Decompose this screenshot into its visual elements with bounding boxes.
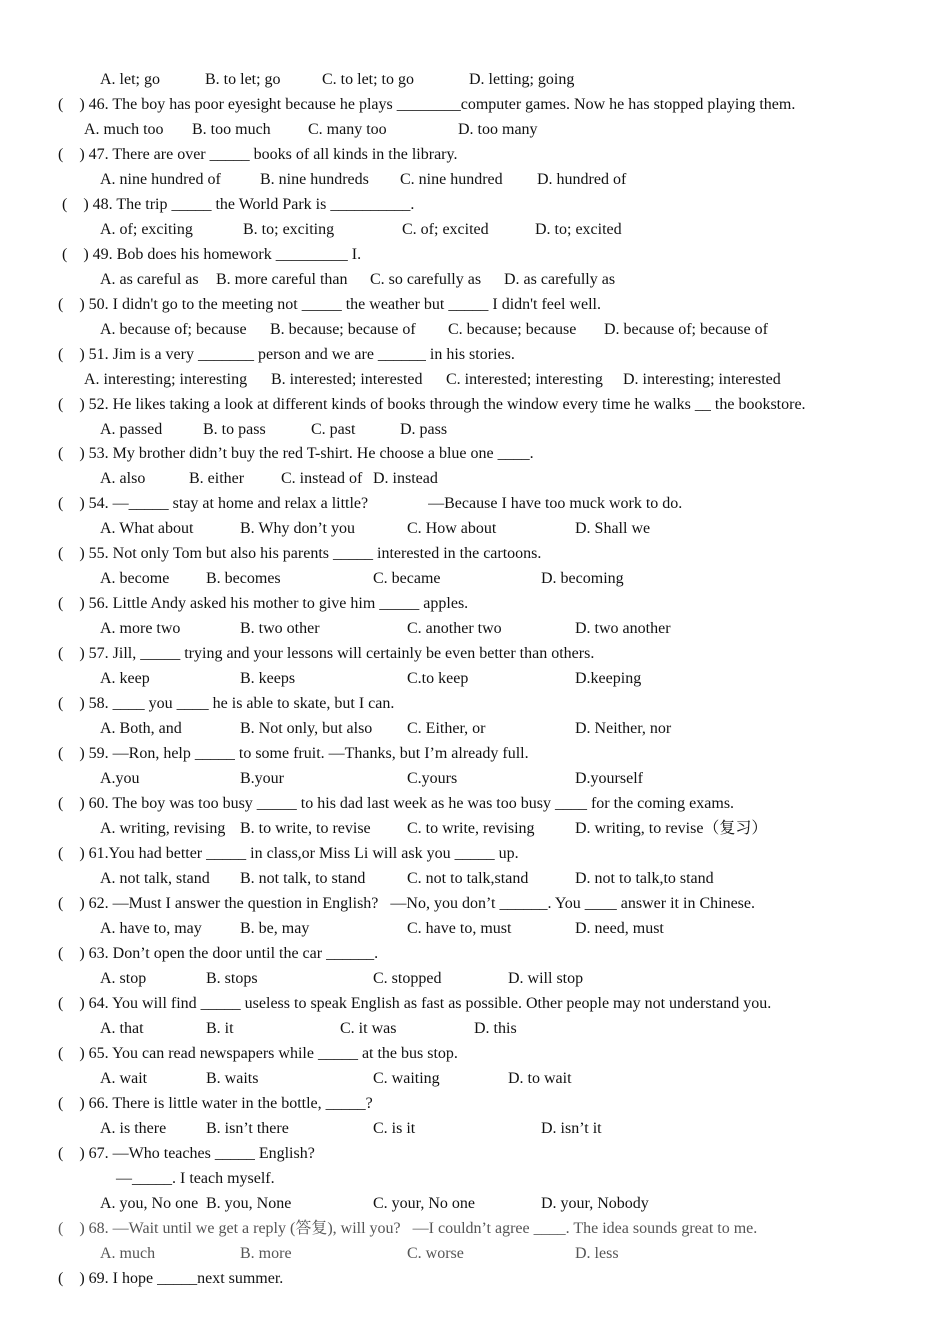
answer-option: C. waiting [373,1070,440,1087]
question-text: ( ) 57. Jill, _____ trying and your lessons will certainly be even better than others. [58,645,595,662]
answer-option: B. interested; interested [271,371,423,388]
answer-option: A. passed [100,421,163,438]
answer-option: B. two other [240,620,320,637]
answer-option: A.you [100,770,140,787]
answer-option: C.yours [407,770,458,787]
answer-option: A. as careful as [100,271,199,288]
answer-option: B. because; because of [270,321,416,338]
answer-option: B. Why don’t you [240,520,355,537]
question-text: ( ) 58. ____ you ____ he is able to skate, but I can. [58,695,395,712]
answer-option: C. many too [308,121,387,138]
answer-option: A. Both, and [100,720,182,737]
answer-option: D. too many [458,121,538,138]
answer-option: B. waits [206,1070,259,1087]
question-text: ( ) 64. You will find _____ useless to speak English as fast as possible. Other people may not understand you. [58,995,772,1012]
answer-option: D. as carefully as [504,271,616,288]
question-text: ( ) 55. Not only Tom but also his parents _____ interested in the cartoons. [58,545,542,562]
question-text: ( ) 63. Don’t open the door until the car ______. [58,945,379,962]
answer-option: A. because of; because [100,321,247,338]
answer-option: D. becoming [541,570,624,587]
question-text: ( ) 61.You had better _____ in class,or Miss Li will ask you _____ up. [58,845,519,862]
answer-option: A. stop [100,970,147,987]
question-text: ( ) 46. The boy has poor eyesight because he plays ________computer games. Now he has stopped playing them. [58,96,796,113]
answer-option: A. keep [100,670,150,687]
question-text: ( ) 62. —Must I answer the question in English? —No, you don’t ______. You ____ answer it in Chinese. [58,895,755,912]
answer-option: C.to keep [407,670,469,687]
question-text: ( ) 48. The trip _____ the World Park is __________. [62,196,415,213]
answer-option: D. because of; because of [604,321,768,338]
answer-option: D. interesting; interested [623,371,781,388]
answer-option: B. to; exciting [243,221,335,238]
question-text: ( ) 68. —Wait until we get a reply (答复), will you? —I couldn’t agree ____. The idea sounds great to me. [58,1220,758,1237]
answer-option: D. two another [575,620,671,637]
answer-option: C. another two [407,620,502,637]
answer-option: C. is it [373,1120,416,1137]
answer-option: A. nine hundred of [100,171,221,188]
answer-option: D. Neither, nor [575,720,672,737]
answer-option: C. stopped [373,970,442,987]
answer-option: D. not to talk,to stand [575,870,714,887]
answer-option: B. be, may [240,920,310,937]
answer-option: D. writing, to revise（复习） [575,820,768,837]
answer-option: D. pass [400,421,448,438]
answer-option: C. Either, or [407,720,486,737]
answer-option: C. How about [407,520,497,537]
answer-option: C. have to, must [407,920,512,937]
question-text: ( ) 52. He likes taking a look at different kinds of books through the window every time he walks __ the bookstore. [58,396,806,413]
answer-option: B. keeps [240,670,296,687]
answer-option: D. this [474,1020,517,1037]
answer-option: C. to write, revising [407,820,535,837]
answer-option: D. will stop [508,970,584,987]
question-text: ( ) 56. Little Andy asked his mother to give him _____ apples. [58,595,469,612]
answer-option: D. need, must [575,920,664,937]
question-text: ( ) 51. Jim is a very _______ person and we are ______ in his stories. [58,346,515,363]
answer-option: D. your, Nobody [541,1195,649,1212]
question-text: ( ) 50. I didn't go to the meeting not _____ the weather but _____ I didn't feel well. [58,296,601,313]
answer-option: B. Not only, but also [240,720,373,737]
answer-option: A. much too [84,121,164,138]
answer-option: B. you, None [206,1195,292,1212]
answer-option: C. worse [407,1245,464,1262]
answer-option: B. not talk, to stand [240,870,366,887]
answer-option: B. to pass [203,421,266,438]
answer-option: C. of; excited [402,221,489,238]
question-text: ( ) 54. —_____ stay at home and relax a little? —Because I have too muck work to do. [58,495,683,512]
question-text: ( ) 49. Bob does his homework _________ I. [62,246,362,263]
question-text: ( ) 59. —Ron, help _____ to some fruit. —Thanks, but I’m already full. [58,745,529,762]
answer-option: D. to wait [508,1070,572,1087]
answer-option: C. to let; to go [322,71,414,88]
answer-option: A. wait [100,1070,148,1087]
answer-option: D. Shall we [575,520,651,537]
answer-option: B. either [189,470,245,487]
answer-option: A. interesting; interesting [84,371,248,388]
question-text: ( ) 47. There are over _____ books of all kinds in the library. [58,146,458,163]
answer-option: C. instead of [281,470,363,487]
answer-option: A. of; exciting [100,221,193,238]
answer-option: B. too much [192,121,271,138]
answer-option: B. to let; go [205,71,281,88]
answer-option: A. What about [100,520,194,537]
answer-option: A. more two [100,620,181,637]
answer-option: B. more [240,1245,292,1262]
answer-option: A. also [100,470,146,487]
answer-option: C. it was [340,1020,397,1037]
answer-option: B. isn’t there [206,1120,289,1137]
answer-option: A. have to, may [100,920,202,937]
answer-option: D.yourself [575,770,643,787]
question-text: ( ) 69. I hope _____next summer. [58,1270,284,1287]
answer-option: D. less [575,1245,619,1262]
question-text: ( ) 66. There is little water in the bottle, _____? [58,1095,373,1112]
answer-option: A. writing, revising [100,820,226,837]
answer-option: B. to write, to revise [240,820,371,837]
answer-option: A. you, No one [100,1195,199,1212]
answer-option: C. past [311,421,356,438]
answer-option: A. that [100,1020,144,1037]
answer-option: A. much [100,1245,156,1262]
answer-option: D. isn’t it [541,1120,602,1137]
answer-option: A. is there [100,1120,167,1137]
answer-option: D. instead [373,470,438,487]
answer-option: D. letting; going [469,71,575,88]
answer-option: B. becomes [206,570,281,587]
answer-option: A. become [100,570,170,587]
answer-option: B. it [206,1020,234,1037]
question-text: ( ) 67. —Who teaches _____ English? [58,1145,315,1162]
answer-option: A. let; go [100,71,160,88]
answer-option: C. so carefully as [370,271,482,288]
answer-option: B. more careful than [216,271,348,288]
question-text: ( ) 65. You can read newspapers while _____ at the bus stop. [58,1045,458,1062]
question-text: ( ) 60. The boy was too busy _____ to his dad last week as he was too busy ____ for the coming exams. [58,795,735,812]
answer-option: C. interested; interesting [446,371,603,388]
answer-option: C. became [373,570,441,587]
answer-option: C. nine hundred [400,171,503,188]
answer-option: C. because; because [448,321,577,338]
question-text: ( ) 53. My brother didn’t buy the red T-shirt. He choose a blue one ____. [58,445,534,462]
answer-option: D. hundred of [537,171,627,188]
answer-option: B.your [240,770,284,787]
answer-option: D. to; excited [535,221,622,238]
answer-option: B. stops [206,970,258,987]
question-text: —_____. I teach myself. [116,1170,275,1187]
answer-option: D.keeping [575,670,642,687]
answer-option: C. your, No one [373,1195,476,1212]
answer-option: A. not talk, stand [100,870,210,887]
answer-option: C. not to talk,stand [407,870,529,887]
answer-option: B. nine hundreds [260,171,369,188]
